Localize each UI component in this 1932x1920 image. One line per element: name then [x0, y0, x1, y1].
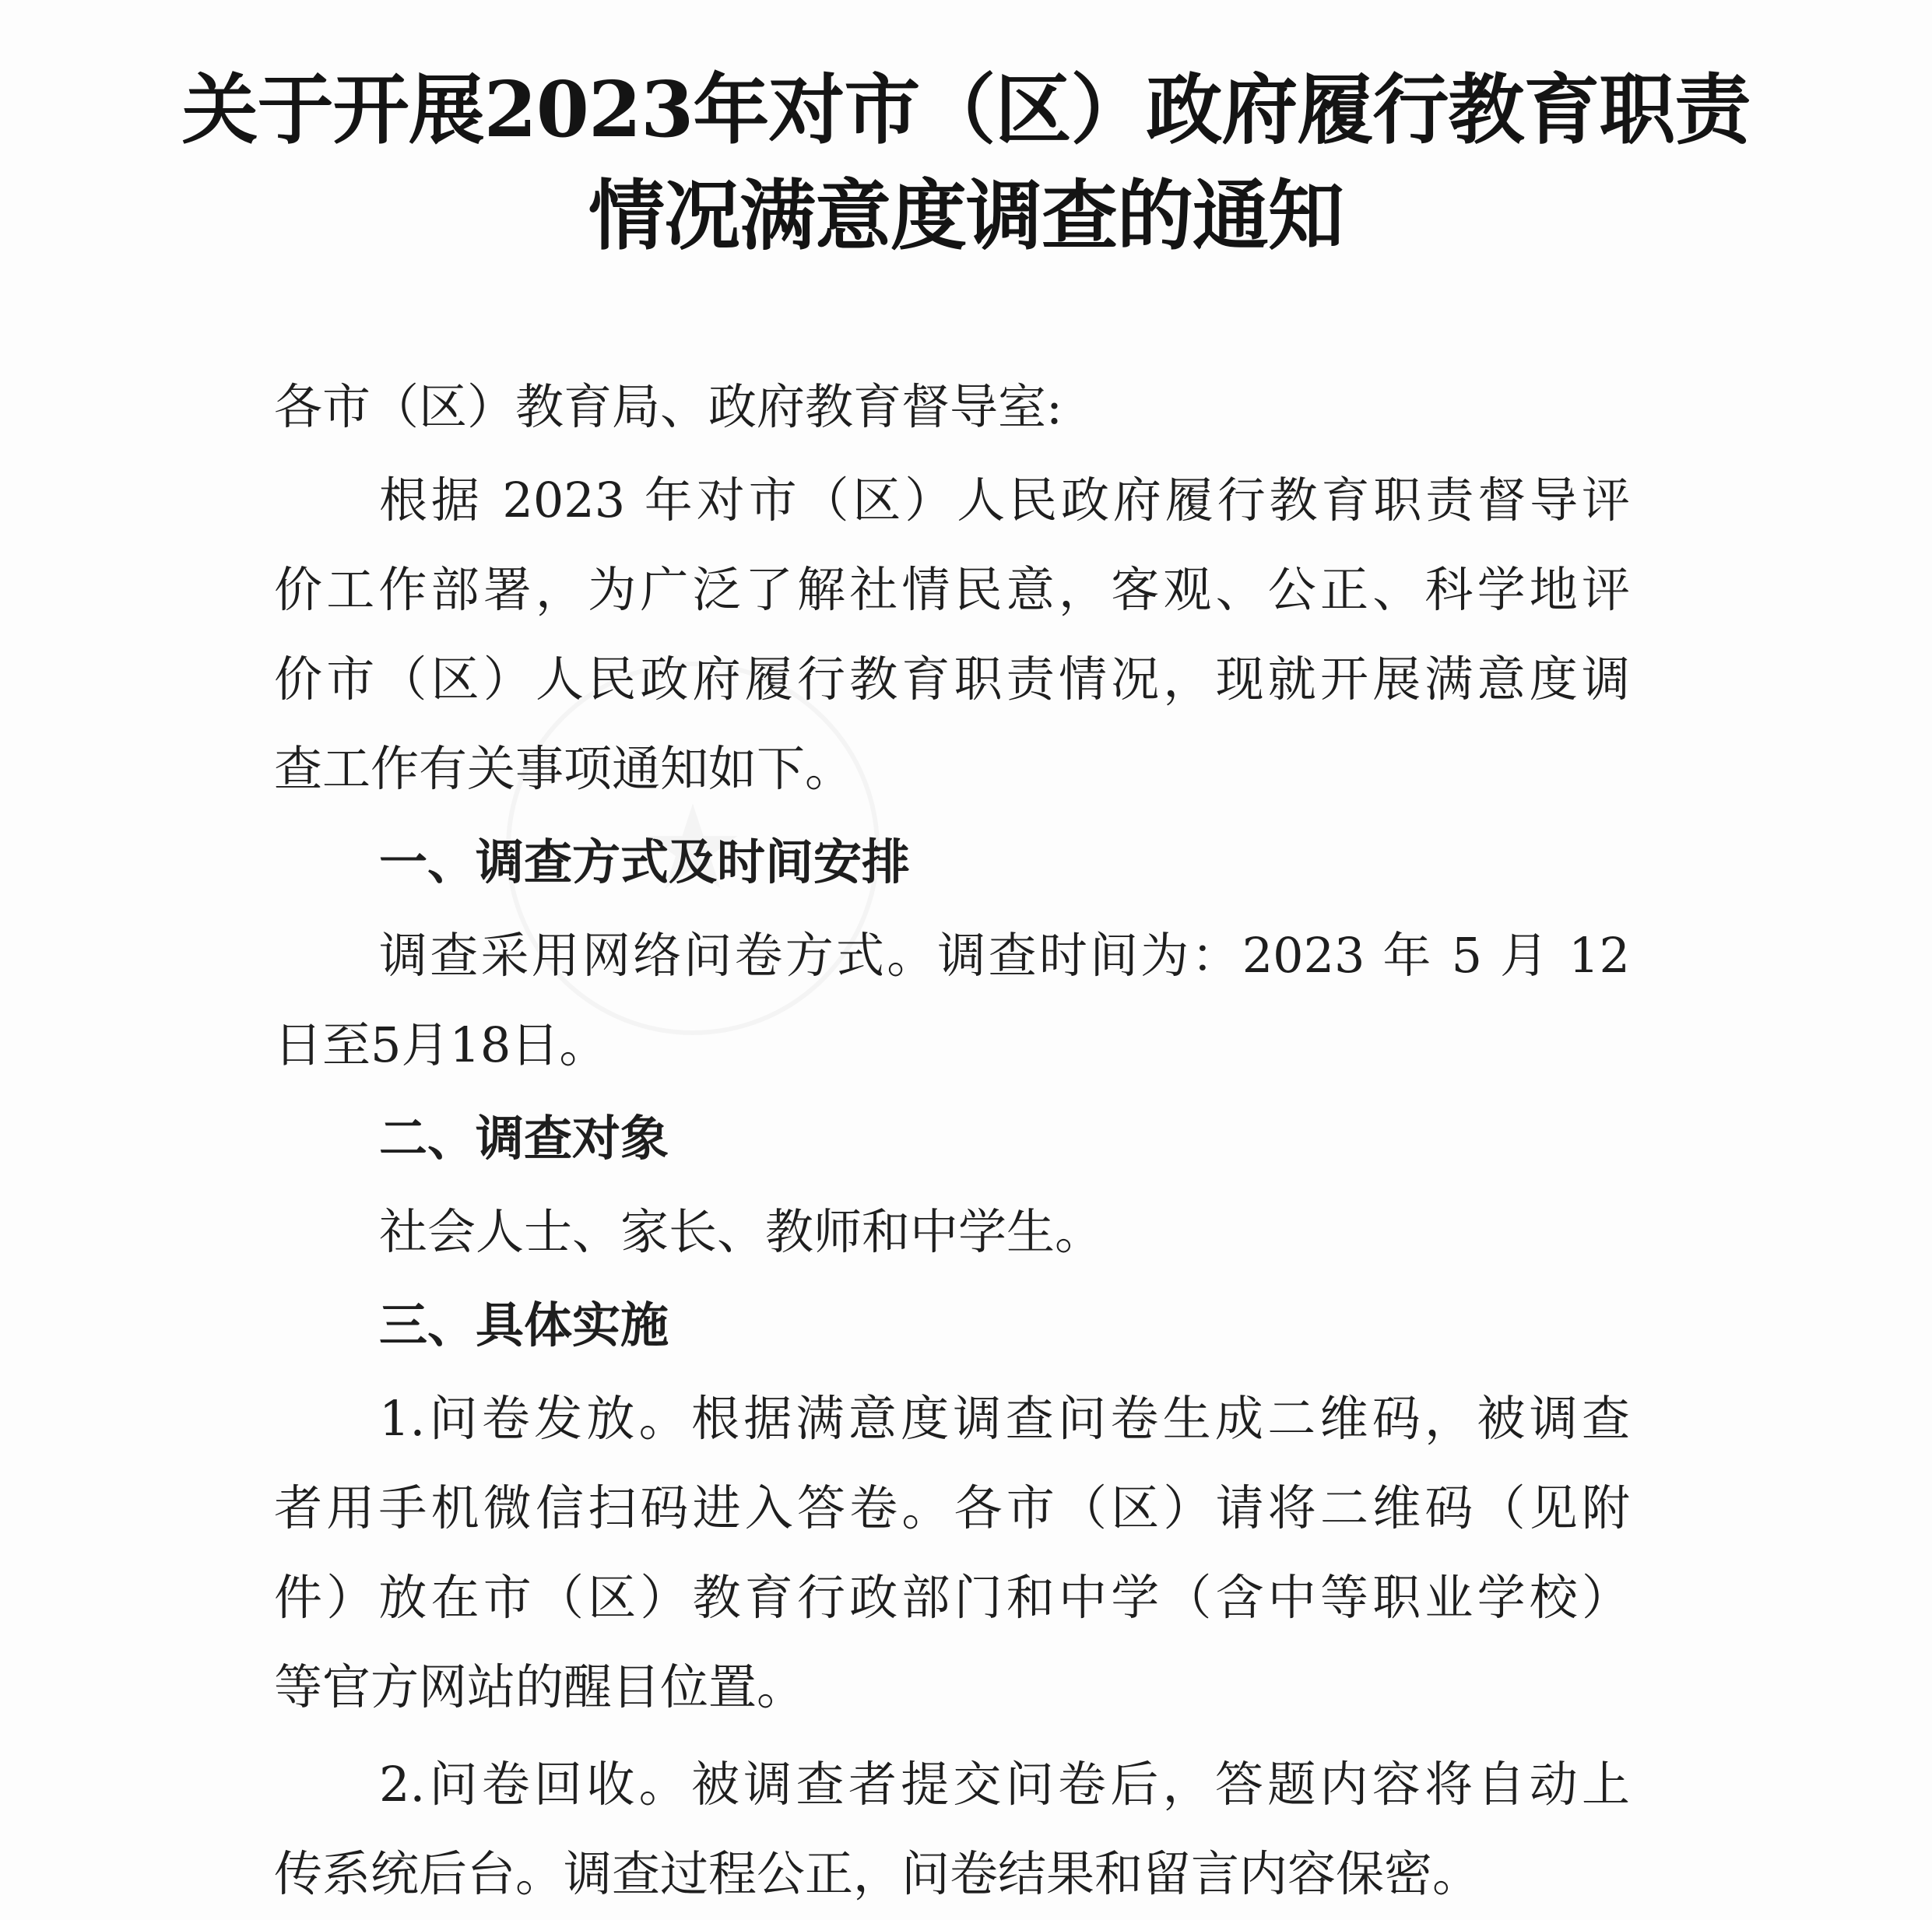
document-title-line-2: 情况满意度调查的通知	[588, 171, 1344, 261]
item-2-line-1: 2.问卷回收。被调查者提交问卷后，答题内容将自动上	[379, 1756, 1630, 1813]
intro-line-4: 查工作有关事项通知如下。	[274, 740, 854, 797]
item-1-line-3: 件）放在市（区）教育行政部门和中学（含中等职业学校）	[274, 1569, 1630, 1626]
intro-line-3: 价市（区）人民政府履行教育职责情况，现就开展满意度调	[274, 651, 1630, 707]
section-1-line-1: 调查采用网络问卷方式。调查时间为：2023 年 5 月 12	[379, 927, 1630, 984]
item-1-line-2: 者用手机微信扫码进入答卷。各市（区）请将二维码（见附	[274, 1479, 1630, 1536]
item-2-line-2: 传系统后台。调查过程公正，问卷结果和留言内容保密。	[274, 1845, 1481, 1902]
section-2-text: 社会人士、家长、教师和中学生。	[379, 1203, 1104, 1260]
section-2-heading: 二、调查对象	[379, 1110, 669, 1167]
item-1-line-4: 等官方网站的醒目位置。	[274, 1659, 806, 1715]
document-title-line-1: 关于开展2023年对市（区）政府履行教育职责	[181, 65, 1751, 155]
salutation: 各市（区）教育局、政府教育督导室:	[274, 378, 1063, 435]
item-1-line-1: 1.问卷发放。根据满意度调查问卷生成二维码，被调查	[379, 1390, 1630, 1447]
section-3-heading: 三、具体实施	[379, 1297, 669, 1353]
section-1-heading: 一、调查方式及时间安排	[379, 834, 911, 890]
intro-line-1: 根据 2023 年对市（区）人民政府履行教育职责督导评	[379, 472, 1630, 528]
section-1-line-2: 日至5月18日。	[274, 1016, 608, 1073]
intro-line-2: 价工作部署，为广泛了解社情民意，客观、公正、科学地评	[274, 561, 1630, 618]
